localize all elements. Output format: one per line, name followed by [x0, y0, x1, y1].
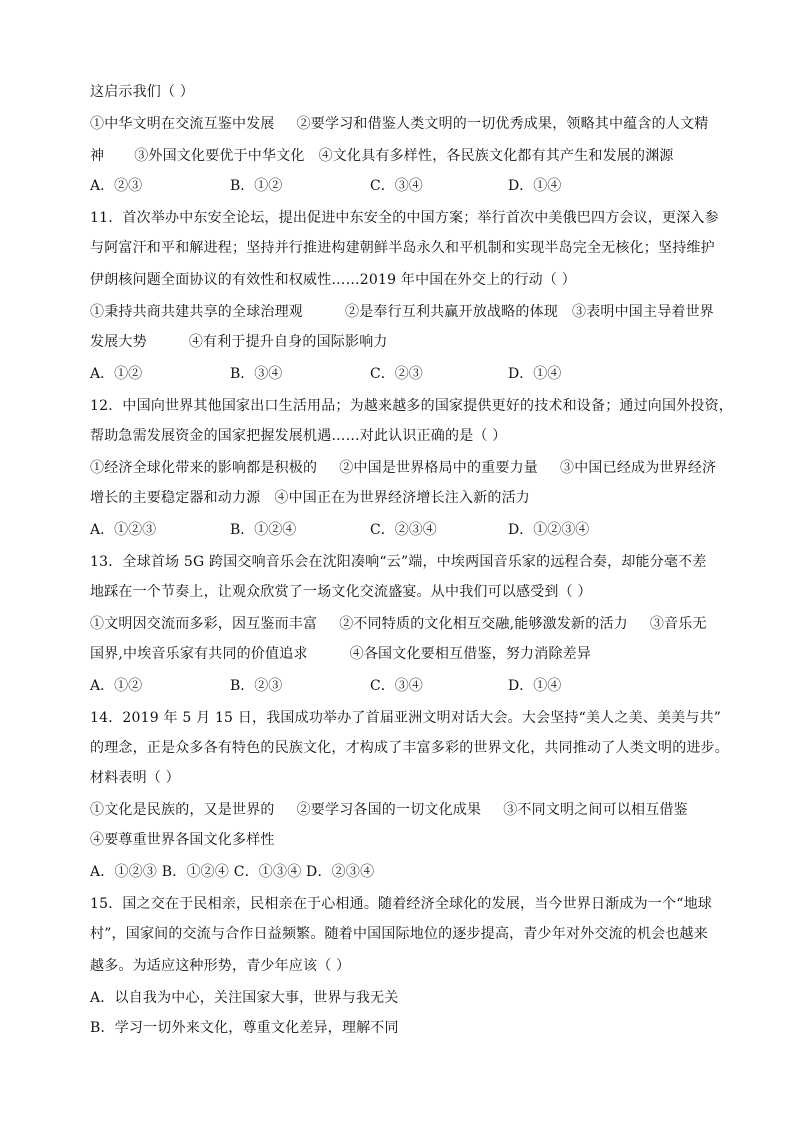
statement-1: ①秉持共商共建共享的全球治理观	[90, 304, 303, 320]
statement-line	[90, 302, 714, 322]
statement-2: ②中国是世界格局中的重要力量	[339, 460, 539, 476]
options-row[interactable]: A．①②③ B．①②④ C．①③④ D．②③④	[90, 864, 375, 880]
statement-3: ③表明中国主导着世界	[572, 304, 714, 320]
statement-2: ②不同特质的文化相互交融,能够激发新的活力	[339, 616, 628, 632]
statement-2: ②要学习和借鉴人类文明的一切优秀成果，领略其中蕴含的人文精	[296, 116, 709, 132]
q11-stem-line: 11．首次举办中东安全论坛，提出促进中东安全的中国方案；举行首次中美俄巴四方会议，更深入参	[90, 210, 719, 226]
statement-4: ④文化具有多样性，各民族文化都有其产生和发展的渊源	[318, 148, 674, 164]
option-b[interactable]: B．①②④	[230, 522, 297, 538]
statement-3: ③不同文明之间可以相互借鉴	[503, 802, 688, 818]
statement-1: ①文化是民族的，又是世界的	[90, 802, 275, 818]
statement-3-cont: 发展大势	[90, 334, 147, 350]
statement-2: ②要学习各国的一切文化成果	[296, 802, 482, 818]
option-a[interactable]: A．②③	[90, 178, 143, 194]
statement-4: ④中国正在为世界经济增长注入新的活力	[274, 490, 531, 506]
statement-line	[90, 146, 710, 166]
option-d[interactable]: D．①④	[508, 678, 562, 694]
statement-line	[90, 458, 717, 478]
statement-4: ④要尊重世界各国文化多样性	[90, 832, 275, 848]
option-d[interactable]: D．①②③④	[508, 522, 590, 538]
option-c[interactable]: C．②③④	[370, 522, 437, 538]
option-b[interactable]: B．①②	[230, 178, 283, 194]
option-a[interactable]: A．①②	[90, 678, 143, 694]
q15-stem-line: 村”，国家间的交流与合作日益频繁。随着中国国际地位的逐步提高，青少年对外交流的机会也越来	[90, 926, 708, 942]
statement-line	[90, 332, 710, 352]
statement-3-cont: 国界,中埃音乐家有共同的价值追求	[90, 646, 308, 662]
statement-line	[90, 800, 710, 820]
option-a[interactable]: A．①②	[90, 366, 143, 382]
option-b[interactable]: B．③④	[230, 366, 283, 382]
option-c[interactable]: C．③④	[370, 678, 423, 694]
q11-stem-line: 与阿富汗和平和解进程；坚持并行推进构建朝鲜半岛永久和平机制和实现半岛完全无核化；坚持维护	[90, 240, 715, 256]
statement-line	[90, 644, 710, 664]
statement-2: ②是奉行互利共赢开放战略的体现	[345, 304, 558, 320]
option-d[interactable]: D．①④	[508, 178, 562, 194]
option-a[interactable]: A．①②③	[90, 522, 157, 538]
statement-4: ④各国文化要相互借鉴，努力消除差异	[349, 646, 592, 662]
option-d[interactable]: D．①④	[508, 366, 562, 382]
q12-stem-line: 12．中国向世界其他国家出口生活用品；为越来越多的国家提供更好的技术和设备；通过向国外投资，	[90, 398, 734, 414]
statement-1: ①中华文明在交流互鉴中发展	[90, 116, 275, 132]
option-b[interactable]: B．学习一切外来文化，尊重文化差异，理解不同	[90, 1020, 399, 1036]
statement-line	[90, 488, 710, 508]
option-b[interactable]: B．②③	[230, 678, 283, 694]
option-a[interactable]: A．以自我为中心，关注国家大事，世界与我无关	[90, 990, 399, 1006]
statement-2-cont: 神	[90, 148, 105, 164]
statement-1: ①经济全球化带来的影响都是积极的	[90, 460, 318, 476]
statement-3: ③外国文化要优于中华文化	[134, 148, 305, 164]
statement-line	[90, 614, 710, 634]
q14-stem-line: 14．2019 年 5 月 15 日，我国成功举办了首届亚洲文明对话大会。大会坚持“美人之美、美美与共”	[90, 710, 722, 726]
statement-1: ①文明因交流而多彩，因互鉴而丰富	[90, 616, 318, 632]
q14-stem-line: 的理念，正是众多各有特色的民族文化，才构成了丰富多彩的世界文化，共同推动了人类文明的进步。	[90, 740, 729, 756]
q11-stem-line: 伊朗核问题全面协议的有效性和权威性……2019 年中国在外交上的行动（ ）	[90, 272, 576, 288]
q13-stem-line: 地踩在一个节奏上，让观众欣赏了一场文化交流盛宴。从中我们可以感受到（ ）	[90, 584, 592, 600]
statement-3-cont: 增长的主要稳定器和动力源	[90, 490, 261, 506]
option-c[interactable]: C．②③	[370, 366, 423, 382]
q13-stem-line: 13．全球首场 5G 跨国交响音乐会在沈阳凑响“云”端，中埃两国音乐家的远程合奏，却能分毫不差	[90, 554, 707, 570]
question-stem-end: 这启示我们（ ）	[90, 84, 195, 100]
q12-stem-line: 帮助急需发展资金的国家把握发展机遇……对此认识正确的是（ ）	[90, 428, 507, 444]
statement-4: ④有利于提升自身的国际影响力	[188, 334, 388, 350]
statement-3: ③音乐无	[649, 616, 707, 632]
statement-3: ③中国已经成为世界经济	[560, 460, 717, 476]
q15-stem-line: 越多。为适应这种形势，青少年应该（ ）	[90, 958, 351, 974]
statement-line	[90, 114, 710, 134]
option-c[interactable]: C．③④	[370, 178, 423, 194]
q15-stem-line: 15．国之交在于民相亲，民相亲在于心相通。随着经济全球化的发展，当今世界日渐成为一个“地球	[90, 896, 712, 912]
q14-stem-line: 材料表明（ ）	[90, 770, 180, 786]
